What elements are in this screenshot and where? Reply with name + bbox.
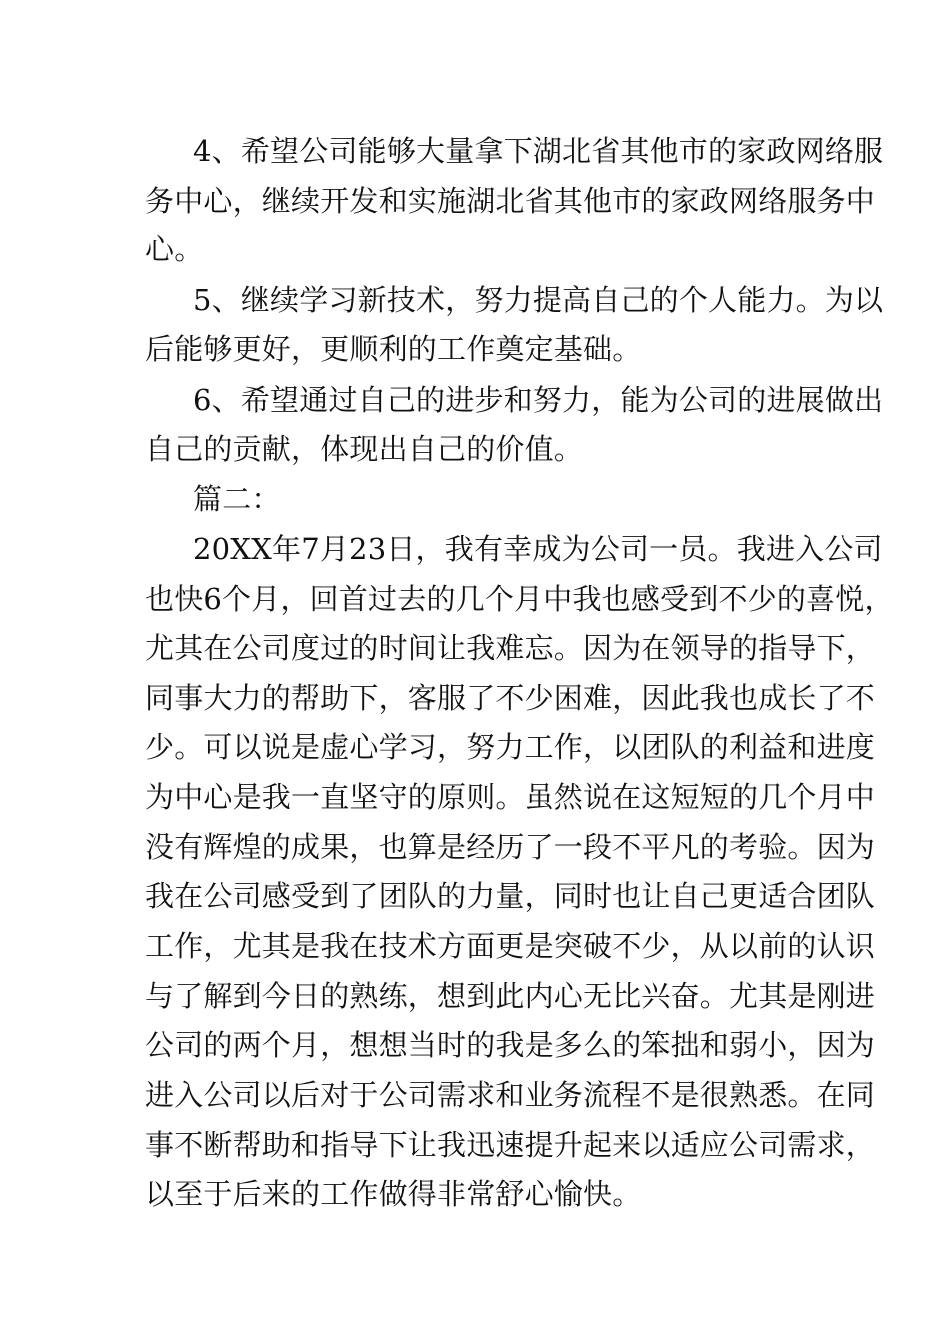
text-line: 为中心是我一直坚守的原则。虽然说在这短短的几个月中 [145,780,876,814]
text-line: 6、希望通过自己的进步和努力，能为公司的进展做出 [193,383,884,417]
text-line: 没有辉煌的成果，也算是经历了一段不平凡的考验。因为 [145,830,876,864]
text-line: 以至于后来的工作做得非常舒心愉快。 [145,1177,642,1211]
text-line: 少。可以说是虚心学习，努力工作，以团队的利益和进度 [145,730,876,764]
text-line: 5、继续学习新技术，努力提高自己的个人能力。为以 [193,283,884,317]
section-heading: 篇二： [193,482,281,516]
text-line: 4、希望公司能够大量拿下湖北省其他市的家政网络服 [193,134,884,168]
text-line: 尤其在公司度过的时间让我难忘。因为在领导的指导下， [145,631,876,665]
text-line: 公司的两个月，想想当时的我是多么的笨拙和弱小，因为 [145,1028,876,1062]
text-line: 后能够更好，更顺利的工作奠定基础。 [145,332,642,366]
text-line: 工作，尤其是我在技术方面更是突破不少，从以前的认识 [145,929,876,963]
text-line: 事不断帮助和指导下让我迅速提升起来以适应公司需求， [145,1128,876,1162]
text-line: 自己的贡献，体现出自己的价值。 [145,432,584,466]
text-line: 进入公司以后对于公司需求和业务流程不是很熟悉。在同 [145,1078,876,1112]
text-line: 同事大力的帮助下，客服了不少困难，因此我也成长了不 [145,681,876,715]
text-line: 也快6个月，回首过去的几个月中我也感受到不少的喜悦， [145,582,894,616]
text-line: 心。 [145,232,204,266]
text-line: 与了解到今日的熟练，想到此内心无比兴奋。尤其是刚进 [145,979,876,1013]
text-line: 20XX年7月23日，我有幸成为公司一员。我进入公司 [193,532,883,566]
text-line: 务中心，继续开发和实施湖北省其他市的家政网络服务中 [145,184,876,218]
text-line: 我在公司感受到了团队的力量，同时也让自己更适合团队 [145,879,876,913]
